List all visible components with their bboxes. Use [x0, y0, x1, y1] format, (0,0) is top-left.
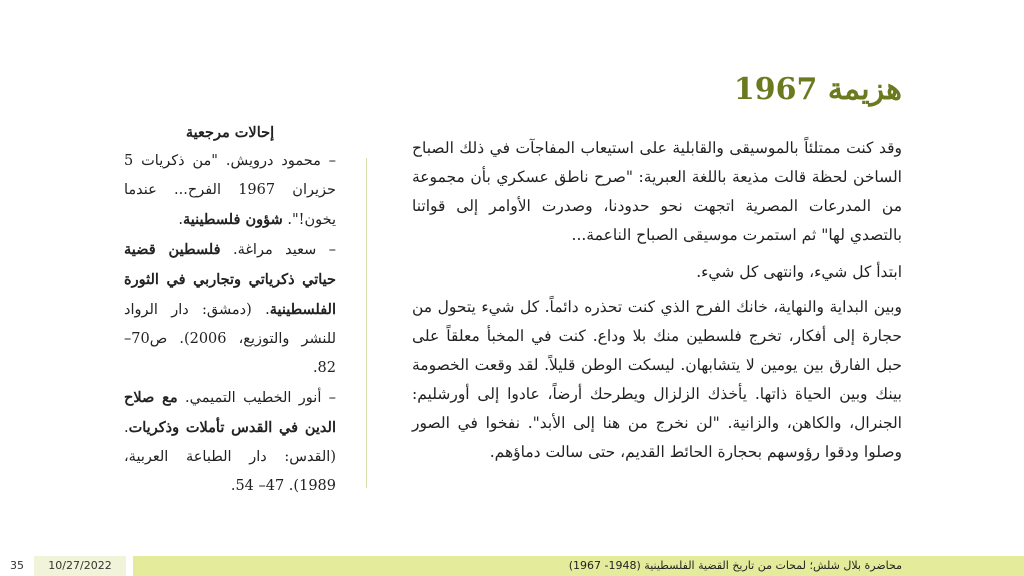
reference-2-book: فلسطين قضية حياتي ذكرياتي وتجاربي في الثورة الفلسطينية — [124, 241, 336, 318]
footer-title: محاضرة بلال شلش؛ لمحات من تاريخ القضية الفلسطينية (1948- 1967) — [568, 559, 902, 572]
reference-3-book: مع صلاح الدين في القدس تأملات وذكريات — [124, 389, 336, 436]
slide-title: هزيمة 1967 — [733, 72, 902, 107]
footer-title-bar — [133, 556, 1024, 576]
paragraph-2: ابتدأ كل شيء، وانتهى كل شيء. — [696, 263, 902, 281]
footer — [0, 556, 1024, 576]
paragraph-3: وبين البداية والنهاية، خانك الفرح الذي كنت تحذره دائماً. كل شيء يتحول من حجارة إلى أفكار، تخرج فلسطين منك بلا وداع. كنت في المخبأ معلقاً على حبل الفارق بين يومين لا يتشابهان. ليسكت الوطن قليلاً. لقد وقعت الخصومة بينك وبين الحياة ذاتها. يأخذك الزلزال ويطرحك أرضاً، عادوا إلى أورشليم: الجنرال، والكاهن، والزانية. "لن نخرج من هنا إلى الأبد". نفخوا في الصور وصلوا ودقوا رؤوسهم بحجارة الحائط القديم، حتى سالت دماؤهم. — [412, 298, 902, 461]
footer-date: 10/27/2022 — [34, 556, 126, 576]
references-heading: إحالات مرجعية — [185, 124, 275, 141]
reference-3-pub: . (القدس: دار الطباعة العربية، 1989). 47– 54. — [124, 420, 336, 494]
reference-1 — [124, 147, 336, 235]
column-divider — [366, 158, 367, 488]
reference-1-end: . — [178, 212, 183, 228]
references-panel — [124, 118, 336, 501]
main-text — [412, 134, 902, 475]
page-number: 35 — [10, 559, 24, 572]
reference-1-author: – محمود درويش. "من ذكريات 5 حزيران 1967 الفرح... عندما يخون!". — [124, 153, 336, 228]
reference-2-author: – سعيد مراغة. — [220, 242, 336, 258]
reference-3 — [124, 383, 336, 501]
reference-3-author: – أنور الخطيب التميمي. — [177, 390, 336, 406]
reference-2-pub: . (دمشق: دار الرواد للنشر والتوزيع، 2006). ص70– 82. — [124, 302, 337, 376]
paragraph-1: وقد كنت ممتلئاً بالموسيقى والقابلية على استيعاب المفاجآت في ذلك الصباح الساخن لحظة قالت مذيعة باللغة العبرية: "صرح ناطق عسكري بأن مجموعة من المدرعات المصرية اتجهت نحو حدودنا، وصدرت الأوامر إلى قواتنا بالتصدي لها" ثم استمرت موسيقى الصباح الناعمة... — [412, 139, 902, 244]
reference-2 — [124, 235, 336, 383]
reference-1-source: شؤون فلسطينية — [182, 211, 283, 228]
